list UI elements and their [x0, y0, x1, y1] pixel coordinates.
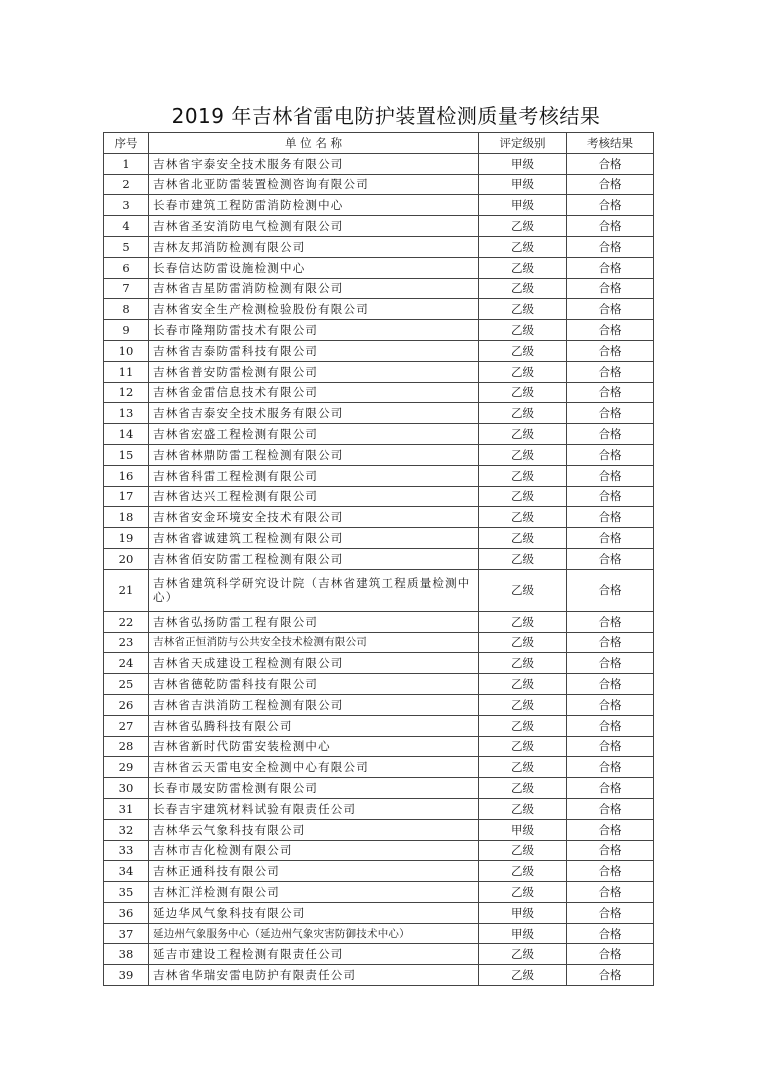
row-result: 合格	[567, 361, 654, 382]
row-grade: 乙级	[479, 674, 567, 695]
row-unit-name: 吉林省普安防雷检测有限公司	[149, 361, 479, 382]
row-result: 合格	[567, 465, 654, 486]
row-grade: 乙级	[479, 236, 567, 257]
table-row	[104, 299, 654, 320]
table-row	[104, 361, 654, 382]
table-row	[104, 236, 654, 257]
row-result: 合格	[567, 216, 654, 237]
row-unit-name: 吉林省建筑科学研究设计院（吉林省建筑工程质量检测中心）	[149, 569, 479, 611]
row-index: 23	[104, 632, 149, 653]
row-result: 合格	[567, 507, 654, 528]
row-result: 合格	[567, 174, 654, 195]
row-grade: 甲级	[479, 174, 567, 195]
row-result: 合格	[567, 819, 654, 840]
row-unit-name: 吉林省正恒消防与公共安全技术检测有限公司	[149, 632, 479, 653]
table-row	[104, 528, 654, 549]
row-result: 合格	[567, 674, 654, 695]
row-unit-name: 吉林省科雷工程检测有限公司	[149, 465, 479, 486]
row-grade: 甲级	[479, 923, 567, 944]
table-row	[104, 798, 654, 819]
row-unit-name: 吉林华云气象科技有限公司	[149, 819, 479, 840]
row-unit-name: 吉林省吉洪消防工程检测有限公司	[149, 694, 479, 715]
row-index: 30	[104, 778, 149, 799]
row-index: 14	[104, 424, 149, 445]
row-grade: 乙级	[479, 299, 567, 320]
row-result: 合格	[567, 299, 654, 320]
row-unit-name: 吉林省新时代防雷安装检测中心	[149, 736, 479, 757]
row-result: 合格	[567, 965, 654, 986]
row-unit-name: 吉林省弘腾科技有限公司	[149, 715, 479, 736]
row-index: 24	[104, 653, 149, 674]
row-index: 22	[104, 611, 149, 632]
row-index: 10	[104, 340, 149, 361]
row-unit-name: 延边州气象服务中心（延边州气象灾害防御技术中心）	[149, 923, 479, 944]
row-unit-name: 吉林友邦消防检测有限公司	[149, 236, 479, 257]
row-result: 合格	[567, 340, 654, 361]
row-unit-name: 吉林省北亚防雷装置检测咨询有限公司	[149, 174, 479, 195]
row-grade: 乙级	[479, 840, 567, 861]
row-index: 11	[104, 361, 149, 382]
row-unit-name: 吉林省达兴工程检测有限公司	[149, 486, 479, 507]
row-result: 合格	[567, 861, 654, 882]
row-index: 6	[104, 257, 149, 278]
row-grade: 乙级	[479, 361, 567, 382]
header-grade: 评定级别	[479, 133, 567, 154]
row-unit-name: 吉林省安全生产检测检验股份有限公司	[149, 299, 479, 320]
row-grade: 甲级	[479, 195, 567, 216]
row-unit-name: 吉林省宏盛工程检测有限公司	[149, 424, 479, 445]
row-unit-name: 长春吉宇建筑材料试验有限责任公司	[149, 798, 479, 819]
row-unit-name: 吉林市吉化检测有限公司	[149, 840, 479, 861]
table-row	[104, 632, 654, 653]
row-result: 合格	[567, 632, 654, 653]
row-grade: 乙级	[479, 653, 567, 674]
row-unit-name: 长春市晟安防雷检测有限公司	[149, 778, 479, 799]
row-index: 17	[104, 486, 149, 507]
row-unit-name: 吉林汇洋检测有限公司	[149, 882, 479, 903]
row-grade: 乙级	[479, 569, 567, 611]
table-row	[104, 861, 654, 882]
row-grade: 乙级	[479, 778, 567, 799]
row-unit-name: 吉林省德乾防雷科技有限公司	[149, 674, 479, 695]
row-index: 1	[104, 153, 149, 174]
row-grade: 乙级	[479, 965, 567, 986]
row-unit-name: 延边华风气象科技有限公司	[149, 902, 479, 923]
row-index: 25	[104, 674, 149, 695]
row-result: 合格	[567, 278, 654, 299]
header-index: 序号	[104, 133, 149, 154]
row-unit-name: 长春市隆翔防雷技术有限公司	[149, 320, 479, 341]
table-row	[104, 965, 654, 986]
row-index: 7	[104, 278, 149, 299]
row-index: 28	[104, 736, 149, 757]
row-index: 35	[104, 882, 149, 903]
row-result: 合格	[567, 840, 654, 861]
row-unit-name: 长春市建筑工程防雷消防检测中心	[149, 195, 479, 216]
row-unit-name: 吉林省佰安防雷工程检测有限公司	[149, 548, 479, 569]
row-index: 39	[104, 965, 149, 986]
row-grade: 甲级	[479, 153, 567, 174]
row-unit-name: 吉林正通科技有限公司	[149, 861, 479, 882]
table-body	[104, 153, 654, 985]
table-row	[104, 715, 654, 736]
page-title: 2019 年吉林省雷电防护装置检测质量考核结果	[171, 104, 601, 128]
table-row	[104, 611, 654, 632]
row-result: 合格	[567, 153, 654, 174]
row-result: 合格	[567, 736, 654, 757]
row-grade: 乙级	[479, 444, 567, 465]
row-unit-name: 吉林省金雷信息技术有限公司	[149, 382, 479, 403]
row-index: 20	[104, 548, 149, 569]
row-index: 32	[104, 819, 149, 840]
row-grade: 乙级	[479, 257, 567, 278]
row-grade: 乙级	[479, 632, 567, 653]
row-result: 合格	[567, 195, 654, 216]
row-grade: 乙级	[479, 736, 567, 757]
row-index: 4	[104, 216, 149, 237]
row-result: 合格	[567, 257, 654, 278]
row-index: 19	[104, 528, 149, 549]
table-row	[104, 548, 654, 569]
row-result: 合格	[567, 944, 654, 965]
row-unit-name: 吉林省睿诚建筑工程检测有限公司	[149, 528, 479, 549]
table-row	[104, 153, 654, 174]
table-row	[104, 382, 654, 403]
table-row	[104, 923, 654, 944]
table-row	[104, 778, 654, 799]
row-index: 37	[104, 923, 149, 944]
row-unit-name: 吉林省林鼎防雷工程检测有限公司	[149, 444, 479, 465]
row-unit-name: 吉林省云天雷电安全检测中心有限公司	[149, 757, 479, 778]
table-row	[104, 465, 654, 486]
table-row	[104, 444, 654, 465]
row-index: 3	[104, 195, 149, 216]
row-result: 合格	[567, 902, 654, 923]
row-grade: 乙级	[479, 757, 567, 778]
row-result: 合格	[567, 320, 654, 341]
row-index: 16	[104, 465, 149, 486]
row-result: 合格	[567, 611, 654, 632]
row-grade: 乙级	[479, 611, 567, 632]
table-row	[104, 216, 654, 237]
row-index: 34	[104, 861, 149, 882]
row-grade: 乙级	[479, 548, 567, 569]
header-unit-name: 单 位 名 称	[149, 133, 479, 154]
row-index: 21	[104, 569, 149, 611]
table-row	[104, 569, 654, 611]
row-grade: 乙级	[479, 715, 567, 736]
table-row	[104, 819, 654, 840]
row-result: 合格	[567, 236, 654, 257]
row-grade: 乙级	[479, 382, 567, 403]
row-index: 38	[104, 944, 149, 965]
header-result: 考核结果	[567, 133, 654, 154]
row-result: 合格	[567, 548, 654, 569]
row-index: 27	[104, 715, 149, 736]
row-unit-name: 吉林省天成建设工程检测有限公司	[149, 653, 479, 674]
row-grade: 乙级	[479, 340, 567, 361]
table-row	[104, 840, 654, 861]
row-index: 26	[104, 694, 149, 715]
row-unit-name: 吉林省宇泰安全技术服务有限公司	[149, 153, 479, 174]
table-row	[104, 278, 654, 299]
row-unit-name: 延吉市建设工程检测有限责任公司	[149, 944, 479, 965]
row-grade: 乙级	[479, 528, 567, 549]
row-unit-name: 吉林省安金环境安全技术有限公司	[149, 507, 479, 528]
table-row	[104, 882, 654, 903]
table-row	[104, 694, 654, 715]
row-result: 合格	[567, 424, 654, 445]
row-result: 合格	[567, 798, 654, 819]
row-grade: 乙级	[479, 403, 567, 424]
row-result: 合格	[567, 923, 654, 944]
row-result: 合格	[567, 382, 654, 403]
row-index: 8	[104, 299, 149, 320]
table-row	[104, 902, 654, 923]
row-result: 合格	[567, 486, 654, 507]
row-index: 12	[104, 382, 149, 403]
table-row	[104, 424, 654, 445]
row-unit-name: 吉林省圣安消防电气检测有限公司	[149, 216, 479, 237]
table-header-row	[104, 133, 654, 154]
row-grade: 乙级	[479, 694, 567, 715]
row-result: 合格	[567, 715, 654, 736]
row-result: 合格	[567, 757, 654, 778]
row-index: 5	[104, 236, 149, 257]
table-row	[104, 736, 654, 757]
table-row	[104, 486, 654, 507]
table-row	[104, 195, 654, 216]
row-grade: 乙级	[479, 882, 567, 903]
row-grade: 乙级	[479, 216, 567, 237]
table-row	[104, 653, 654, 674]
row-result: 合格	[567, 694, 654, 715]
row-result: 合格	[567, 653, 654, 674]
row-index: 29	[104, 757, 149, 778]
row-index: 15	[104, 444, 149, 465]
row-grade: 甲级	[479, 902, 567, 923]
row-index: 13	[104, 403, 149, 424]
row-grade: 乙级	[479, 486, 567, 507]
row-grade: 乙级	[479, 424, 567, 445]
row-index: 36	[104, 902, 149, 923]
row-result: 合格	[567, 528, 654, 549]
row-grade: 乙级	[479, 465, 567, 486]
row-result: 合格	[567, 444, 654, 465]
table-row	[104, 340, 654, 361]
row-result: 合格	[567, 569, 654, 611]
row-index: 33	[104, 840, 149, 861]
row-index: 2	[104, 174, 149, 195]
table-row	[104, 174, 654, 195]
table-row	[104, 507, 654, 528]
row-unit-name: 吉林省吉泰防雷科技有限公司	[149, 340, 479, 361]
row-unit-name: 吉林省弘扬防雷工程有限公司	[149, 611, 479, 632]
row-grade: 甲级	[479, 819, 567, 840]
table-row	[104, 757, 654, 778]
row-grade: 乙级	[479, 798, 567, 819]
row-result: 合格	[567, 403, 654, 424]
row-grade: 乙级	[479, 320, 567, 341]
row-unit-name: 吉林省吉泰安全技术服务有限公司	[149, 403, 479, 424]
table-row	[104, 257, 654, 278]
row-unit-name: 长春信达防雷设施检测中心	[149, 257, 479, 278]
row-grade: 乙级	[479, 278, 567, 299]
table-row	[104, 320, 654, 341]
row-grade: 乙级	[479, 861, 567, 882]
row-result: 合格	[567, 778, 654, 799]
table-row	[104, 674, 654, 695]
row-grade: 乙级	[479, 507, 567, 528]
row-index: 18	[104, 507, 149, 528]
row-grade: 乙级	[479, 944, 567, 965]
row-index: 9	[104, 320, 149, 341]
row-unit-name: 吉林省吉星防雷消防检测有限公司	[149, 278, 479, 299]
results-table	[103, 132, 654, 986]
table-row	[104, 403, 654, 424]
row-unit-name: 吉林省华瑞安雷电防护有限责任公司	[149, 965, 479, 986]
row-index: 31	[104, 798, 149, 819]
row-result: 合格	[567, 882, 654, 903]
table-row	[104, 944, 654, 965]
